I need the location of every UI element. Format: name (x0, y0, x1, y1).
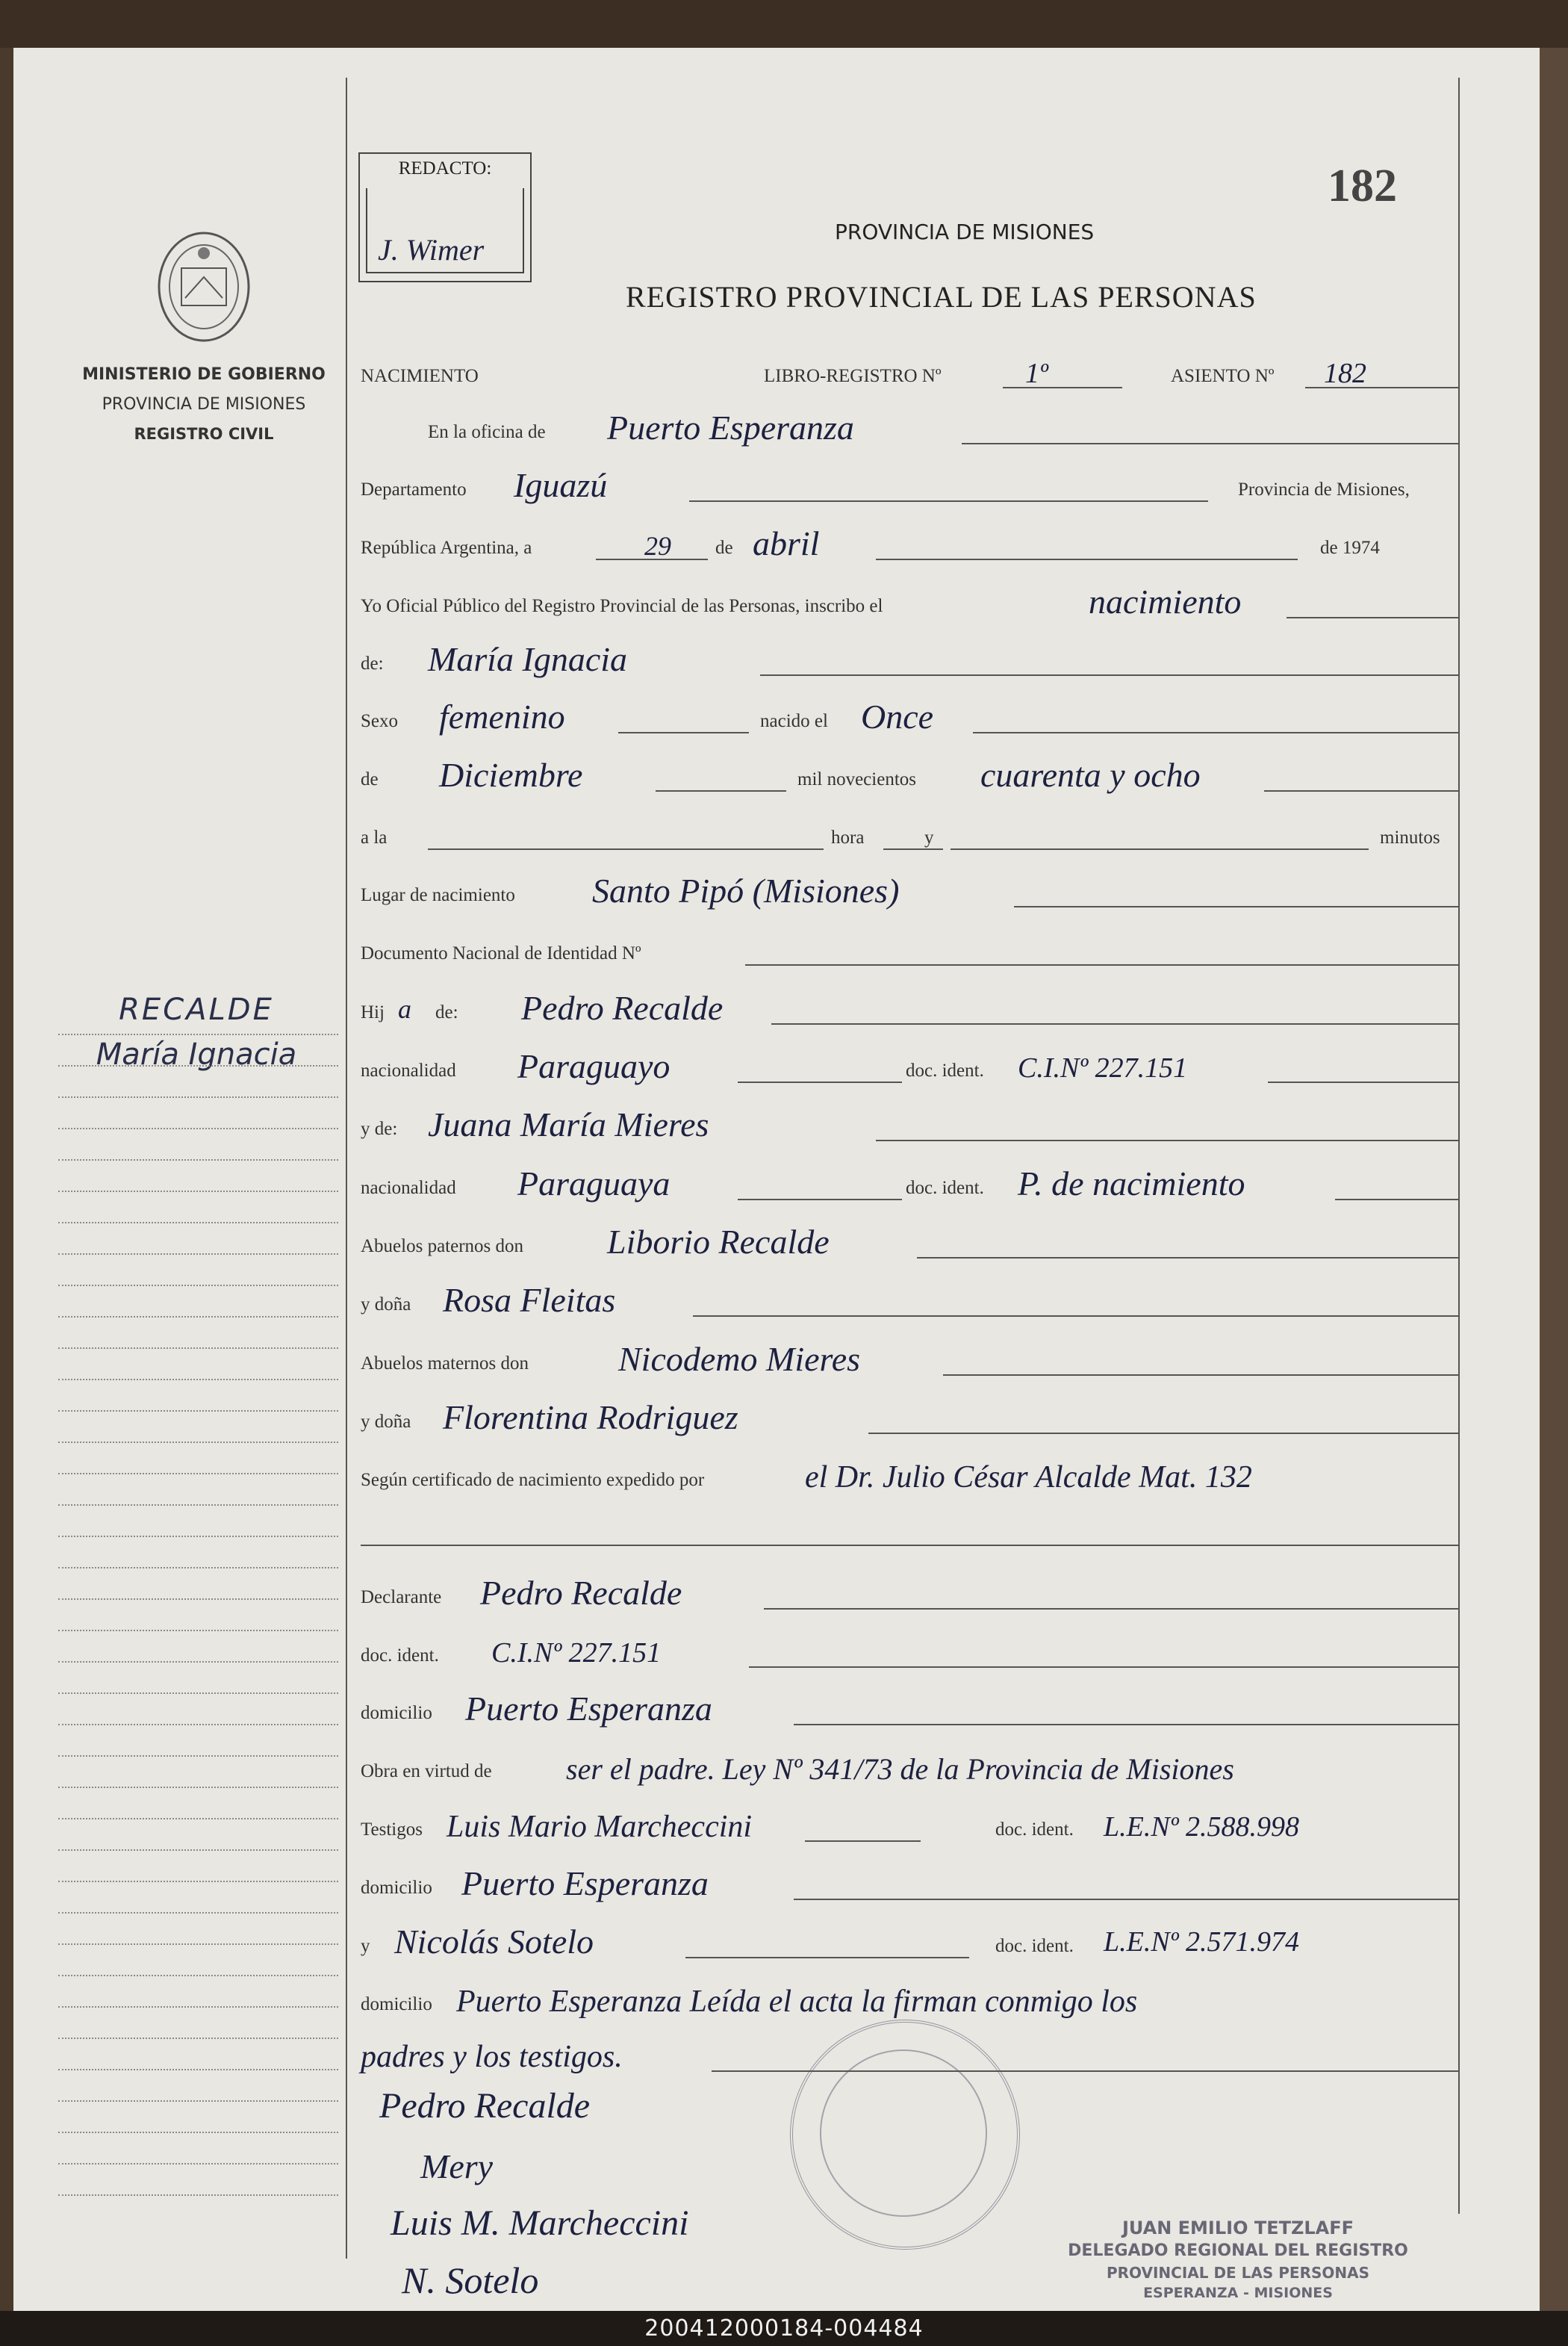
margin-ruled-line (58, 1347, 338, 1349)
signature-testigo-2: N. Sotelo (402, 2259, 539, 2301)
nacimiento-label: NACIMIENTO (361, 366, 479, 386)
abmat2-value: Florentina Rodriguez (443, 1398, 738, 1436)
margin-ruled-line (58, 1661, 338, 1663)
testigo1-line (805, 1840, 921, 1842)
redacto-box (358, 152, 532, 282)
nac2-value: Paraguaya (517, 1164, 671, 1203)
officer-title: DELEGADO REGIONAL DEL REGISTRO (1068, 2241, 1408, 2260)
officer-registry: PROVINCIAL DE LAS PERSONAS (1106, 2264, 1370, 2282)
margin-ruled-line (58, 1410, 338, 1412)
doct1-label: doc. ident. (995, 1819, 1074, 1840)
sexo-label: Sexo (361, 711, 398, 731)
hora-line (883, 848, 943, 850)
row-testigo-2 (361, 1924, 1458, 1961)
minutos-label: minutos (1380, 828, 1440, 848)
row-inscribo (361, 584, 1458, 621)
departamento-value: Iguazú (514, 466, 608, 504)
margin-ruled-line (58, 1787, 338, 1788)
nombre-value: María Ignacia (428, 640, 628, 678)
margin-ruled-line (58, 1755, 338, 1757)
dia-value: 29 (644, 531, 671, 561)
margin-ruled-line (58, 1191, 338, 1192)
redacto-field (366, 188, 524, 273)
row-registro (361, 354, 1458, 391)
margin-ruled-line (58, 1316, 338, 1318)
margin-given-name: María Ignacia (96, 1037, 297, 1072)
asiento-line (1305, 387, 1458, 388)
dom2-value: Puerto Esperanza (461, 1864, 709, 1902)
margin-ruled-line (58, 2038, 338, 2039)
row-madre (361, 1107, 1458, 1144)
libro-label: LIBRO-REGISTRO Nº (764, 366, 942, 386)
testigo1-value: Luis Mario Marcheccini (447, 1810, 753, 1844)
declarante-label: Declarante (361, 1587, 442, 1607)
obra-label: Obra en virtud de (361, 1761, 492, 1781)
nombre-label: de: (361, 654, 384, 674)
row-abuela-materna (361, 1400, 1458, 1437)
docdecl-value: C.I.Nº 227.151 (491, 1637, 662, 1669)
ala-line (428, 848, 824, 850)
officer-location: ESPERANZA - MISIONES (1143, 2285, 1333, 2301)
y-label: y (924, 828, 934, 848)
row-abuelos-maternos (361, 1341, 1458, 1379)
registry-heading: REGISTRO PROVINCIAL DE LAS PERSONAS (626, 280, 1257, 314)
abpat-label: Abuelos paternos don (361, 1236, 524, 1256)
lugar-line (1014, 906, 1458, 907)
dom1-line (794, 1724, 1458, 1725)
obra-value: ser el padre. Ley Nº 341/73 de la Provincia de Misiones (566, 1752, 1234, 1786)
libro-line (1003, 387, 1122, 388)
departamento-label: Departamento (361, 480, 467, 500)
signature-testigo-1: Luis M. Marcheccini (391, 2203, 689, 2243)
nacido-line (973, 732, 1458, 733)
row-fecha (361, 526, 1458, 563)
dom3-value: Puerto Esperanza Leída el acta la firman conmigo los (456, 1985, 1138, 2019)
province-heading: PROVINCIA DE MISIONES (835, 220, 1095, 244)
oficina-value: Puerto Esperanza (607, 409, 854, 447)
abpat-line (917, 1257, 1458, 1259)
signature-padre: Pedro Recalde (379, 2086, 591, 2126)
row-nac-padre (361, 1049, 1458, 1086)
margin-ruled-line (58, 1504, 338, 1506)
yde-label: y de: (361, 1119, 398, 1139)
margin-ruled-line (58, 1253, 338, 1255)
departamento-line (689, 500, 1208, 502)
row-testigos (361, 1807, 1458, 1845)
row-declarante (361, 1575, 1458, 1613)
right-rule (1458, 78, 1460, 2214)
abmat-line (943, 1374, 1458, 1376)
lugar-value: Santo Pipó (Misiones) (592, 872, 900, 910)
padre-value: Pedro Recalde (521, 989, 724, 1027)
doc2-label: doc. ident. (906, 1178, 984, 1198)
margin-ruled-line (58, 1034, 338, 1035)
row-sexo (361, 699, 1458, 736)
doct1-value: L.E.Nº 2.588.998 (1104, 1811, 1299, 1843)
asiento-value: 182 (1324, 358, 1366, 389)
nacido-label: nacido el (760, 711, 828, 731)
inscribo-line (1287, 617, 1458, 618)
top-edge (0, 0, 1568, 48)
dia-line (596, 559, 708, 560)
ministry-title: MINISTERIO DE GOBIERNO (82, 365, 326, 384)
provincia-label: Provincia de Misiones, (1238, 480, 1410, 500)
ministry-province: PROVINCIA DE MISIONES (102, 395, 306, 414)
testigo2-value: Nicolás Sotelo (394, 1923, 594, 1961)
nac1-value: Paraguayo (517, 1047, 671, 1085)
margin-ruled-line (58, 1849, 338, 1851)
doc2-line (1335, 1199, 1458, 1200)
margin-ruled-line (58, 1065, 338, 1067)
margin-ruled-line (58, 2163, 338, 2165)
madre-value: Juana María Mieres (428, 1105, 709, 1143)
margin-column (13, 48, 346, 2311)
margin-ruled-line (58, 1536, 338, 1537)
dom3-label: domicilio (361, 1994, 432, 2014)
redacto-label: REDACTO: (398, 158, 492, 179)
dni-label: Documento Nacional de Identidad Nº (361, 943, 641, 963)
coat-of-arms-icon (148, 223, 260, 350)
dom1-label: domicilio (361, 1703, 432, 1723)
row-departamento (361, 468, 1458, 505)
mil-value: cuarenta y ocho (980, 756, 1201, 794)
sexo-value: femenino (439, 698, 565, 736)
doc1-label: doc. ident. (906, 1061, 984, 1081)
margin-ruled-line (58, 2194, 338, 2196)
margin-ruled-line (58, 1473, 338, 1474)
mes-line (876, 559, 1298, 560)
republica-label: República Argentina, a (361, 538, 532, 558)
abmat2-line (868, 1433, 1458, 1434)
mes-nac-value: Diciembre (439, 756, 583, 794)
hora-label: hora (831, 828, 865, 848)
row-hora (361, 816, 1458, 853)
margin-ruled-line (58, 1912, 338, 1914)
docdecl-label: doc. ident. (361, 1645, 439, 1666)
inscribo-value: nacimiento (1089, 583, 1242, 621)
minutos-line (951, 848, 1369, 850)
oficina-line (962, 443, 1458, 444)
doc1-value: C.I.Nº 227.151 (1018, 1052, 1188, 1084)
margin-ruled-line (58, 2132, 338, 2133)
abmat-label: Abuelos maternos don (361, 1353, 529, 1374)
dom1-value: Puerto Esperanza (465, 1689, 712, 1728)
row-doc-declarante (361, 1633, 1458, 1671)
ydona2-label: y doña (361, 1412, 411, 1432)
margin-ruled-line (58, 1724, 338, 1725)
nac2-line (738, 1199, 902, 1200)
row-nac-madre (361, 1166, 1458, 1203)
de4-label: de: (435, 1002, 458, 1023)
cont-value: padres y los testigos. (361, 2040, 623, 2074)
nac1-line (738, 1082, 902, 1083)
row-anio-nac (361, 757, 1458, 795)
oficina-label: En la oficina de (428, 422, 546, 442)
cert-label: Según certificado de nacimiento expedido por (361, 1470, 705, 1490)
margin-ruled-line (58, 1285, 338, 1286)
row-domicilio-2 (361, 1866, 1458, 1903)
lugar-label: Lugar de nacimiento (361, 885, 515, 905)
margin-ruled-line (58, 1159, 338, 1161)
declarante-value: Pedro Recalde (480, 1574, 682, 1612)
declarante-line (764, 1608, 1458, 1610)
doc2-value: P. de nacimiento (1018, 1164, 1245, 1203)
margin-surname: RECALDE (119, 993, 274, 1027)
signature-madre: Mery (420, 2147, 494, 2185)
margin-ruled-line (58, 1975, 338, 1976)
mes-nac-line (656, 790, 786, 792)
doc1-line (1268, 1082, 1458, 1083)
anio-label: de 1974 (1320, 538, 1380, 558)
nac2-label: nacionalidad (361, 1178, 456, 1198)
margin-ruled-line (58, 1943, 338, 1945)
abpat2-value: Rosa Fleitas (443, 1281, 616, 1319)
margin-ruled-line (58, 1379, 338, 1380)
sexo-line (618, 732, 749, 733)
row-abuela-paterna (361, 1282, 1458, 1320)
redacto-signature: J. Wimer (378, 233, 485, 267)
y2-label: y (361, 1936, 370, 1956)
margin-ruled-line (58, 1096, 338, 1098)
row-padre (361, 990, 1458, 1028)
margin-ruled-line (58, 2069, 338, 2070)
margin-ruled-line (58, 1222, 338, 1223)
abpat2-line (693, 1315, 1458, 1317)
dom2-line (794, 1899, 1458, 1900)
cert-line-2 (361, 1545, 1458, 1546)
hija-label: Hij (361, 1002, 385, 1023)
ala-label: a la (361, 828, 388, 848)
margin-ruled-line (58, 1818, 338, 1819)
row-dni (361, 931, 1458, 969)
mes-value: abril (753, 524, 820, 562)
row-certificado-cont (361, 1512, 1458, 1549)
de-label: de (715, 538, 733, 558)
mil-line (1264, 790, 1458, 792)
hija-suffix: a (398, 994, 411, 1024)
inscribo-label: Yo Oficial Público del Registro Provincial de las Personas, inscribo el (361, 596, 883, 616)
libro-value: 1º (1025, 358, 1048, 389)
margin-ruled-line (58, 2006, 338, 2008)
abmat-value: Nicodemo Mieres (618, 1340, 861, 1378)
mil-label: mil novecientos (797, 769, 916, 789)
row-domicilio-1 (361, 1691, 1458, 1728)
margin-ruled-line (58, 1442, 338, 1443)
doct2-value: L.E.Nº 2.571.974 (1104, 1926, 1299, 1958)
cert-value: el Dr. Julio César Alcalde Mat. 132 (805, 1460, 1252, 1495)
ydona1-label: y doña (361, 1294, 411, 1315)
margin-ruled-line (58, 1128, 338, 1129)
registry-stamp-inner (820, 2049, 987, 2217)
abpat-value: Liborio Recalde (607, 1223, 830, 1261)
testigo2-line (685, 1957, 969, 1958)
margin-ruled-line (58, 1630, 338, 1631)
nac1-label: nacionalidad (361, 1061, 456, 1081)
document-page (0, 48, 1540, 2311)
nombre-line (760, 674, 1458, 676)
margin-ruled-line (58, 1881, 338, 1882)
page-number: 182 (1328, 161, 1397, 211)
row-obra (361, 1749, 1458, 1787)
de3-label: de (361, 769, 379, 789)
image-id-label: 200412000184-004484 (644, 2315, 924, 2342)
margin-ruled-line (58, 1598, 338, 1600)
row-abuelos-paternos (361, 1224, 1458, 1262)
testigos-label: Testigos (361, 1819, 423, 1840)
row-nombre (361, 642, 1458, 679)
margin-ruled-line (58, 1567, 338, 1568)
madre-line (876, 1140, 1458, 1141)
doct2-label: doc. ident. (995, 1936, 1074, 1956)
padre-line (771, 1023, 1458, 1025)
margin-rule (346, 78, 347, 2259)
docdecl-line (749, 1666, 1458, 1668)
footer-bar (0, 2311, 1568, 2346)
nacido-value: Once (861, 698, 934, 736)
margin-ruled-line (58, 2100, 338, 2102)
dni-line (745, 964, 1458, 966)
ministry-registry: REGISTRO CIVIL (134, 425, 274, 443)
row-certificado (361, 1458, 1458, 1495)
row-domicilio-3 (361, 1982, 1458, 2020)
dom2-label: domicilio (361, 1878, 432, 1898)
asiento-label: ASIENTO Nº (1171, 366, 1275, 386)
margin-ruled-line (58, 1692, 338, 1694)
row-lugar (361, 873, 1458, 910)
officer-name: JUAN EMILIO TETZLAFF (1121, 2218, 1354, 2238)
row-oficina (361, 410, 1458, 447)
